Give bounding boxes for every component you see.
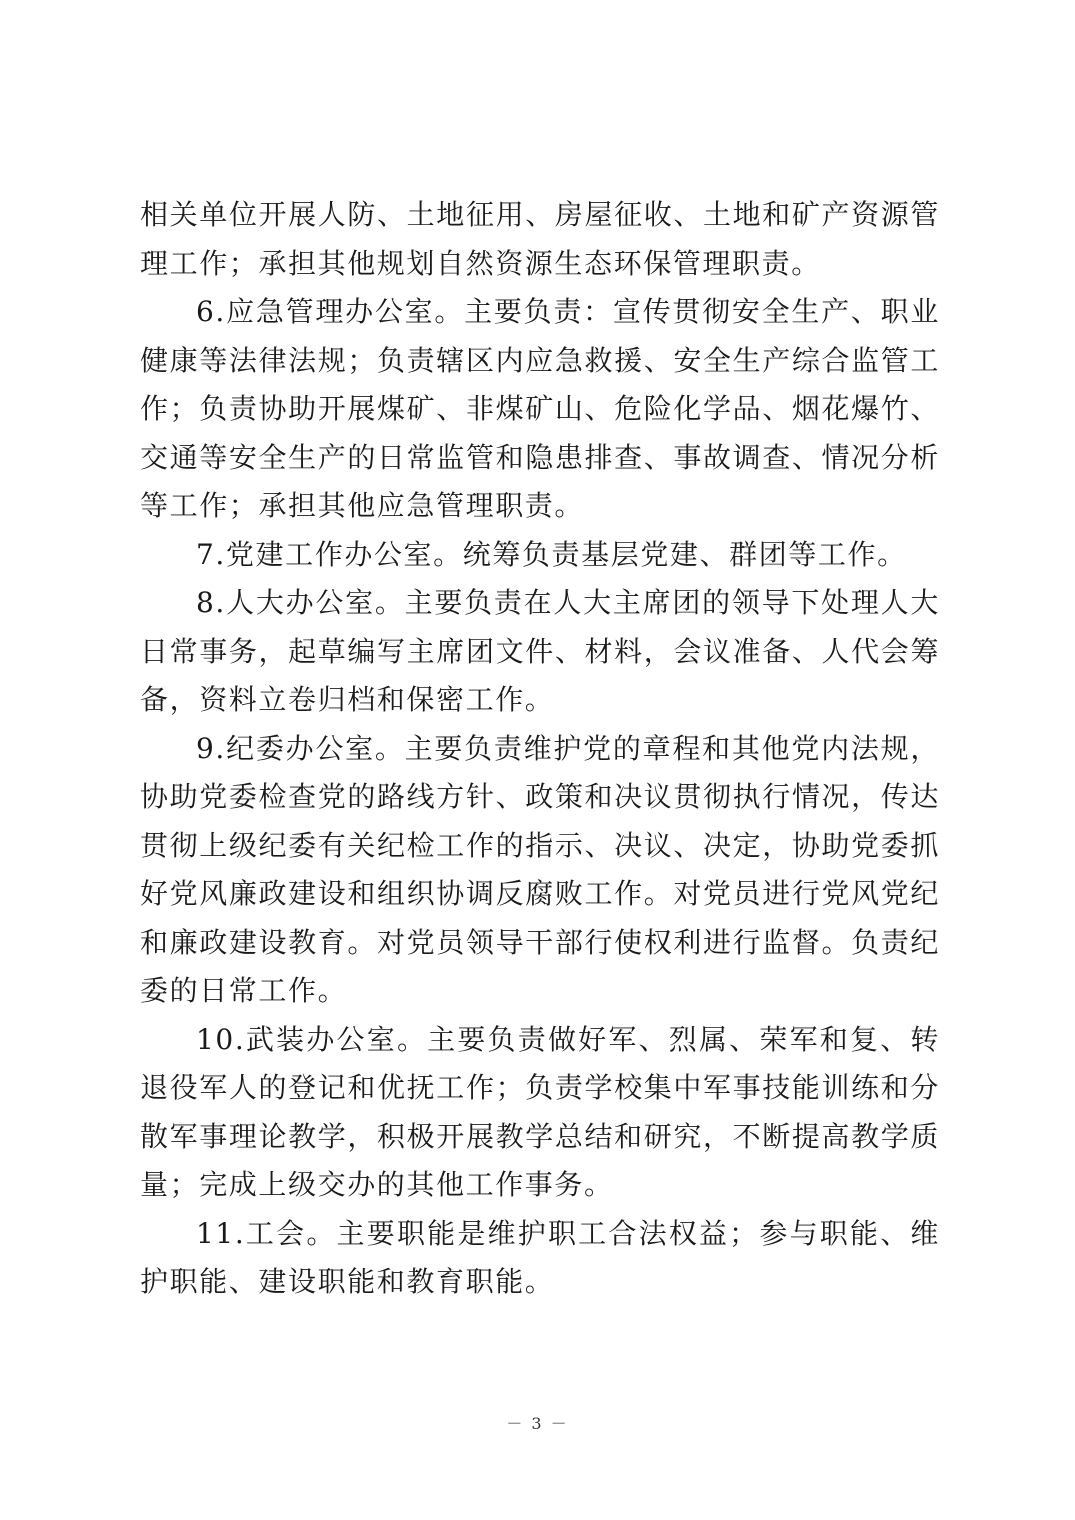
paragraph-peoples-congress-office: 8.人大办公室。主要负责在人大主席团的领导下处理人大日常事务，起草编写主席团文件、材料，会议准备、人代会筹备，资料立卷归档和保密工作。 [140, 586, 940, 716]
paragraph-discipline-office: 9.纪委办公室。主要负责维护党的章程和其他党内法规，协助党委检查党的路线方针、政策和决议贯彻执行情况，传达贯彻上级纪委有关纪检工作的指示、决议、决定，协助党委抓好党风廉政建设和组织协调反腐败工作。对党员进行党风党纪和廉政建设教育。对党员领导干部行使权利进行监督。负责纪委的日常工作。 [140, 731, 940, 1007]
paragraph-emergency-office: 6.应急管理办公室。主要负责：宣传贯彻安全生产、职业健康等法律法规；负责辖区内应急救援、安全生产综合监管工作；负责协助开展煤矿、非煤矿山、危险化学品、烟花爆竹、交通等安全生产的日常监管和隐患排查、事故调查、情况分析等工作；承担其他应急管理职责。 [140, 295, 940, 522]
body-text [140, 191, 940, 1307]
paragraph-party-building-office: 7.党建工作办公室。统筹负责基层党建、群团等工作。 [196, 537, 907, 571]
page-number: － 3 － [506, 1414, 569, 1433]
paragraph-trade-union: 11.工会。主要职能是维护职工合法权益；参与职能、维护职能、建设职能和教育职能。 [140, 1216, 940, 1298]
paragraph-continuation: 相关单位开展人防、土地征用、房屋征收、土地和矿产资源管理工作；承担其他规划自然资源生态环保管理职责。 [140, 198, 940, 280]
paragraph-armed-forces-office: 10.武装办公室。主要负责做好军、烈属、荣军和复、转退役军人的登记和优抚工作；负责学校集中军事技能训练和分散军事理论教学，积极开展教学总结和研究，不断提高教学质量；完成上级交办的其他工作事务。 [140, 1022, 940, 1201]
